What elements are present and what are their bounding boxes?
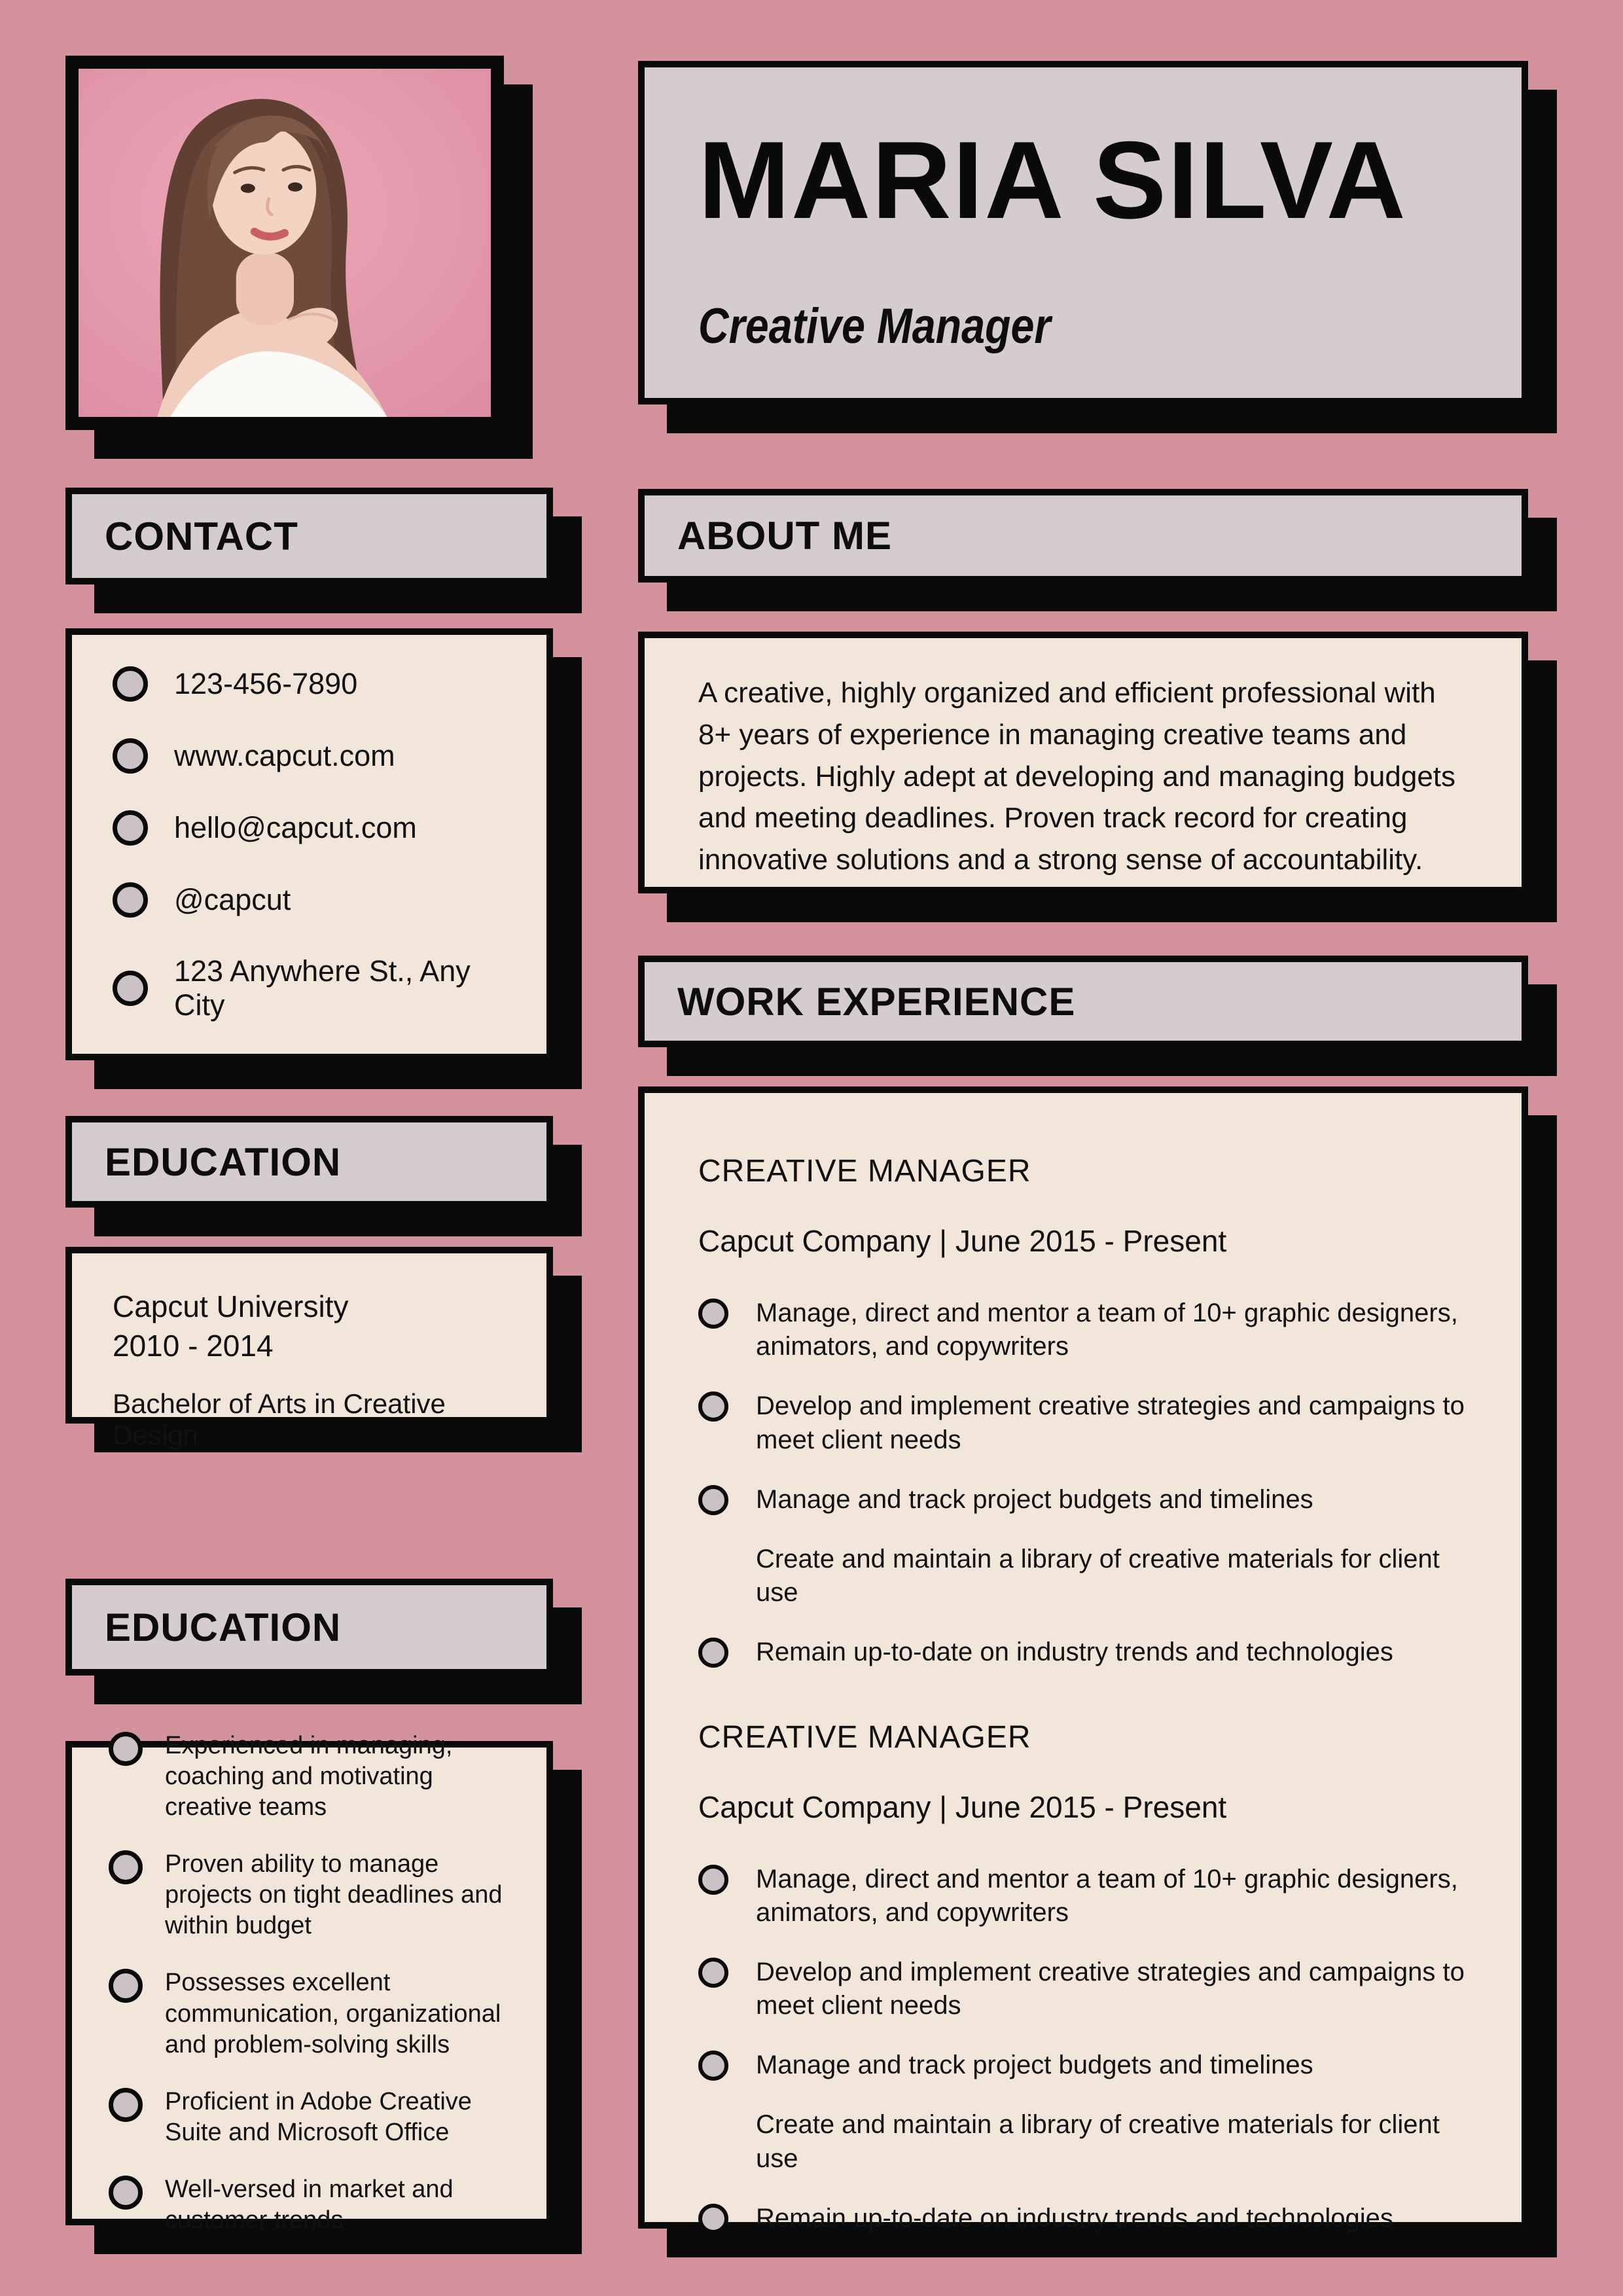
job-company-dates: Capcut Company | June 2015 - Present xyxy=(698,1224,1227,1258)
job-bullet-list xyxy=(698,1297,1482,1670)
job-title: CREATIVE MANAGER xyxy=(698,1154,1031,1189)
job-entry xyxy=(698,1719,1482,2236)
skill-item-text: Well-versed in market and customer trends xyxy=(165,2176,454,2234)
contact-item-text[interactable]: @capcut xyxy=(174,883,291,916)
contact-item-text[interactable]: www.capcut.com xyxy=(174,739,395,772)
job-company-dates: Capcut Company | June 2015 - Present xyxy=(698,1789,1227,1824)
skills-section-header xyxy=(65,1579,553,1676)
skill-item-text: Proven ability to manage projects on tight deadlines and within budget xyxy=(165,1850,503,1940)
bullet-circle-icon xyxy=(113,971,148,1006)
about-heading: ABOUT ME xyxy=(677,514,892,558)
skill-item xyxy=(109,2174,524,2236)
skill-item xyxy=(109,1967,524,2060)
work-panel xyxy=(638,1086,1528,2233)
job-title: CREATIVE MANAGER xyxy=(698,1719,1031,1755)
job-bullet-item xyxy=(698,1636,1482,1669)
contact-panel xyxy=(65,628,553,1060)
person-title: Creative Manager xyxy=(698,298,1051,354)
contact-heading: CONTACT xyxy=(105,514,298,558)
job-bullet-list xyxy=(698,1863,1482,2236)
job-bullet-text: Remain up-to-date on industry trends and technologies xyxy=(756,2203,1393,2233)
photo-frame xyxy=(65,56,504,430)
contact-item-text[interactable]: hello@capcut.com xyxy=(174,811,417,844)
education-heading: EDUCATION xyxy=(105,1139,342,1184)
person-name: MARIA SILVA xyxy=(698,118,1407,242)
bullet-circle-icon xyxy=(109,2088,143,2122)
skill-item-text: Possesses excellent communication, organizational and problem-solving skills xyxy=(165,1969,501,2058)
skill-item-text: Proficient in Adobe Creative Suite and Microsoft Office xyxy=(165,2087,472,2146)
education-degree: Bachelor of Arts in Creative Design xyxy=(113,1388,446,1450)
contact-item xyxy=(113,810,520,846)
contact-section-header xyxy=(65,488,553,584)
education-panel xyxy=(65,1247,553,1450)
contact-item xyxy=(113,738,520,774)
name-panel xyxy=(638,61,1528,404)
job-bullet-text: Manage, direct and mentor a team of 10+ graphic designers, animators, and copywriters xyxy=(756,1299,1458,1361)
job-bullet-text: Manage and track project budgets and timelines xyxy=(756,2051,1313,2080)
bullet-circle-icon xyxy=(698,1485,728,1515)
job-bullet-item xyxy=(698,2108,1482,2175)
job-entry xyxy=(698,1153,1482,1670)
bullet-circle-icon xyxy=(698,2204,728,2234)
bullet-circle-icon xyxy=(113,810,148,846)
about-section-header xyxy=(638,489,1528,583)
skill-item xyxy=(109,2087,524,2148)
job-bullet-text: Develop and implement creative strategies and campaigns to meet client needs xyxy=(756,1957,1465,2020)
bullet-circle-icon xyxy=(698,1638,728,1668)
job-bullet-text: Develop and implement creative strategies and campaigns to meet client needs xyxy=(756,1391,1465,1454)
job-bullet-text: Manage and track project budgets and timelines xyxy=(756,1484,1313,1514)
bullet-circle-icon xyxy=(698,1958,728,1988)
contact-item xyxy=(113,954,520,1022)
bullet-circle-icon xyxy=(109,2176,143,2210)
skill-item xyxy=(109,1849,524,1941)
job-bullet-text: Remain up-to-date on industry trends and technologies xyxy=(756,1638,1393,1667)
about-panel xyxy=(638,632,1528,893)
job-bullet-text: Create and maintain a library of creative materials for client use xyxy=(756,1544,1440,1607)
job-bullet-item xyxy=(698,1863,1482,1929)
work-section-header xyxy=(638,956,1528,1047)
education-section-header xyxy=(65,1116,553,1208)
bullet-circle-icon xyxy=(109,1969,143,2003)
work-heading: WORK EXPERIENCE xyxy=(677,979,1076,1024)
job-bullet-item xyxy=(698,1483,1482,1516)
bullet-circle-icon xyxy=(698,1391,728,1422)
job-bullet-text: Create and maintain a library of creative materials for client use xyxy=(756,2110,1440,2173)
bullet-circle-icon xyxy=(698,1865,728,1895)
job-bullet-item xyxy=(698,1297,1482,1363)
job-bullet-item xyxy=(698,1956,1482,2022)
contact-item xyxy=(113,666,520,702)
profile-photo xyxy=(79,69,491,417)
bullet-circle-icon xyxy=(698,1299,728,1329)
bullet-circle-icon xyxy=(113,666,148,702)
contact-item-text: 123 Anywhere St., Any City xyxy=(174,954,471,1022)
job-bullet-item xyxy=(698,1390,1482,1456)
bullet-circle-icon xyxy=(109,1732,143,1766)
skill-item-text: Experienced in managing, coaching and motivating creative teams xyxy=(165,1731,453,1821)
bullet-circle-icon xyxy=(109,1850,143,1884)
skill-item xyxy=(109,1731,524,1823)
bullet-circle-icon xyxy=(113,738,148,774)
contact-item-text: 123-456-7890 xyxy=(174,667,358,700)
job-bullet-item xyxy=(698,2049,1482,2082)
job-bullet-item xyxy=(698,1543,1482,1609)
job-bullet-item xyxy=(698,2202,1482,2235)
job-bullet-text: Manage, direct and mentor a team of 10+ graphic designers, animators, and copywriters xyxy=(756,1864,1458,1927)
about-text: A creative, highly organized and efficient professional with 8+ years of experience in managing creative teams and projects. Highly adept at developing and managing budgets and meeting deadlines. Proven track record for creating innovative solutions and a strong sense of accountability. xyxy=(698,677,1456,876)
bullet-circle-icon xyxy=(113,882,148,918)
education-years: 2010 - 2014 xyxy=(113,1328,274,1363)
contact-item xyxy=(113,882,520,918)
skills-heading: EDUCATION xyxy=(105,1605,342,1649)
education-school: Capcut University xyxy=(113,1289,349,1323)
bullet-circle-icon xyxy=(698,2051,728,2081)
skills-panel xyxy=(65,1731,553,2234)
